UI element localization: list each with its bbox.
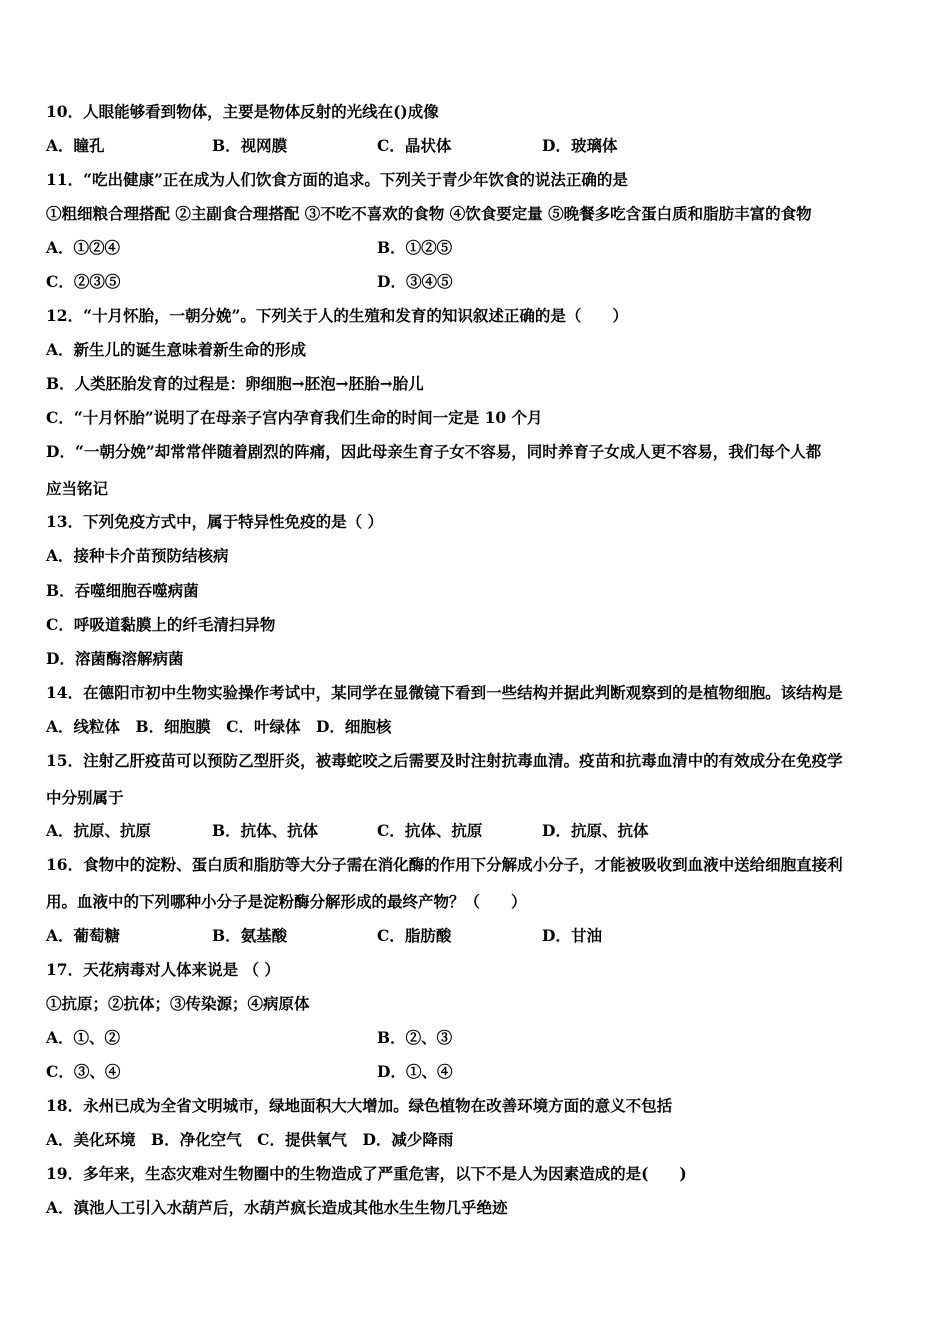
q15-option-b: B．抗体、抗体 (212, 821, 319, 840)
q12-stem: 12．“十月怀胎，一朝分娩”。下列关于人的生殖和发育的知识叙述正确的是（ ） (46, 306, 628, 325)
q17-option-c: C．③、④ (46, 1062, 121, 1081)
q10-option-b: B．视网膜 (212, 136, 288, 155)
q15-option-d: D．抗原、抗体 (542, 821, 649, 840)
q17-stem: 17．天花病毒对人体来说是 （ ） (46, 960, 280, 979)
q16-option-d: D．甘油 (542, 926, 602, 945)
q13-option-c: C．呼吸道黏膜上的纤毛清扫异物 (46, 615, 276, 634)
q16-option-b: B．氨基酸 (212, 926, 288, 945)
q15-option-c: C．抗体、抗原 (377, 821, 483, 840)
q17-items: ①抗原；②抗体；③传染源；④病原体 (46, 994, 310, 1013)
q15-option-a: A．抗原、抗原 (46, 821, 152, 840)
q14-options: A．线粒体 B．细胞膜 C．叶绿体 D．细胞核 (46, 717, 392, 736)
q12-option-d: D．“一朝分娩”却常常伴随着剧烈的阵痛，因此母亲生育子女不容易，同时养育子女成人更不容易，我们每个人都 (46, 442, 822, 461)
q11-items: ①粗细粮合理搭配 ②主副食合理搭配 ③不吃不喜欢的食物 ④饮食要定量 ⑤晚餐多吃含蛋白质和脂肪丰富的食物 (46, 204, 812, 223)
q15-stem-cont: 中分别属于 (46, 788, 124, 807)
q10-stem: 10．人眼能够看到物体，主要是物体反射的光线在()成像 (46, 102, 439, 121)
q11-option-b: B．①②⑤ (377, 238, 453, 257)
q19-option-a: A．滇池人工引入水葫芦后，水葫芦疯长造成其他水生生物几乎绝迹 (46, 1198, 508, 1217)
q17-option-a: A．①、② (46, 1028, 121, 1047)
q11-option-d: D．③④⑤ (377, 272, 453, 291)
q12-option-d-cont: 应当铭记 (46, 479, 109, 498)
q13-option-d: D．溶菌酶溶解病菌 (46, 649, 184, 668)
q13-option-b: B．吞噬细胞吞噬病菌 (46, 581, 199, 600)
q12-option-c: C．“十月怀胎”说明了在母亲子宫内孕育我们生命的时间一定是 10 个月 (46, 408, 543, 427)
q18-options: A．美化环境 B．净化空气 C．提供氧气 D．减少降雨 (46, 1130, 454, 1149)
q11-option-c: C．②③⑤ (46, 272, 121, 291)
q16-stem: 16．食物中的淀粉、蛋白质和脂肪等大分子需在消化酶的作用下分解成小分子，才能被吸收到血液中送给细胞直接利 (46, 855, 843, 874)
q12-option-a: A．新生儿的诞生意味着新生命的形成 (46, 340, 307, 359)
q10-option-c: C．晶状体 (377, 136, 452, 155)
q16-option-c: C．脂肪酸 (377, 926, 452, 945)
q17-option-b: B．②、③ (377, 1028, 453, 1047)
q11-stem: 11．“吃出健康”正在成为人们饮食方面的追求。下列关于青少年饮食的说法正确的是 (46, 170, 628, 189)
q16-stem-cont: 用。血液中的下列哪种小分子是淀粉酶分解形成的最终产物？（ ） (46, 892, 527, 911)
q13-stem: 13．下列免疫方式中，属于特异性免疫的是（ ） (46, 512, 383, 531)
q18-stem: 18．永州已成为全省文明城市，绿地面积大大增加。绿色植物在改善环境方面的意义不包括 (46, 1096, 673, 1115)
q16-option-a: A．葡萄糖 (46, 926, 121, 945)
q14-stem: 14．在德阳市初中生物实验操作考试中，某同学在显微镜下看到一些结构并据此判断观察到的是植物细胞。该结构是 (46, 683, 843, 702)
q12-option-b: B．人类胚胎发育的过程是：卵细胞→胚泡→胚胎→胎儿 (46, 374, 424, 393)
q15-stem: 15．注射乙肝疫苗可以预防乙型肝炎，被毒蛇咬之后需要及时注射抗毒血清。疫苗和抗毒血清中的有效成分在免疫学 (46, 751, 843, 770)
q13-option-a: A．接种卡介苗预防结核病 (46, 546, 229, 565)
q11-option-a: A．①②④ (46, 238, 121, 257)
q17-option-d: D．①、④ (377, 1062, 453, 1081)
q19-stem: 19．多年来，生态灾难对生物圈中的生物造成了严重危害，以下不是人为因素造成的是( ) (46, 1164, 687, 1183)
q10-option-a: A．瞳孔 (46, 136, 105, 155)
q10-option-d: D．玻璃体 (542, 136, 618, 155)
